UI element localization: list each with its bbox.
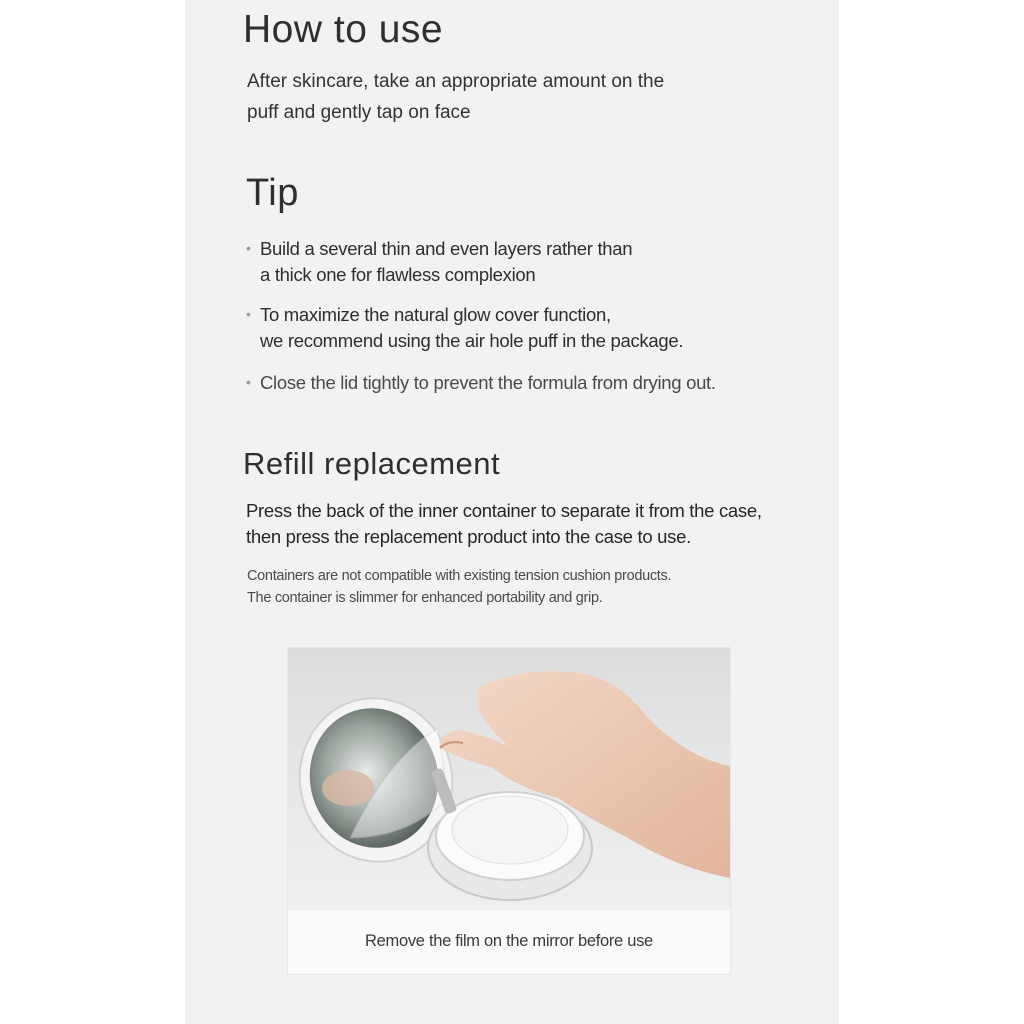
refill-instructions: Press the back of the inner container to separate it from the case, then press the replacement product into the case to use. bbox=[246, 500, 762, 547]
tip-text: Close the lid tightly to prevent the formula from drying out. bbox=[260, 372, 716, 393]
tip-item bbox=[246, 302, 766, 353]
refill-note: Containers are not compatible with existing tension cushion products. The container is slimmer for enhanced portability and grip. bbox=[247, 568, 672, 606]
bullet-icon: • bbox=[246, 240, 251, 256]
refill-heading: Refill replacement bbox=[243, 446, 501, 481]
bullet-icon: • bbox=[246, 306, 251, 322]
photo-caption: Remove the film on the mirror before use bbox=[365, 932, 653, 950]
product-photo bbox=[288, 648, 730, 910]
tip-item bbox=[246, 236, 716, 287]
tip-heading: Tip bbox=[246, 172, 299, 214]
tip-text: To maximize the natural glow cover function, we recommend using the air hole puff in the package. bbox=[260, 304, 684, 351]
bullet-icon: • bbox=[246, 374, 251, 390]
how-to-use-text: After skincare, take an appropriate amount on the puff and gently tap on face bbox=[247, 71, 665, 123]
tip-item bbox=[246, 370, 806, 396]
tip-text: Build a several thin and even layers rather than a thick one for flawless complexion bbox=[260, 238, 633, 285]
how-to-use-heading: How to use bbox=[243, 8, 444, 51]
cushion-compact-illustration bbox=[288, 648, 730, 910]
photo-card bbox=[287, 647, 731, 975]
